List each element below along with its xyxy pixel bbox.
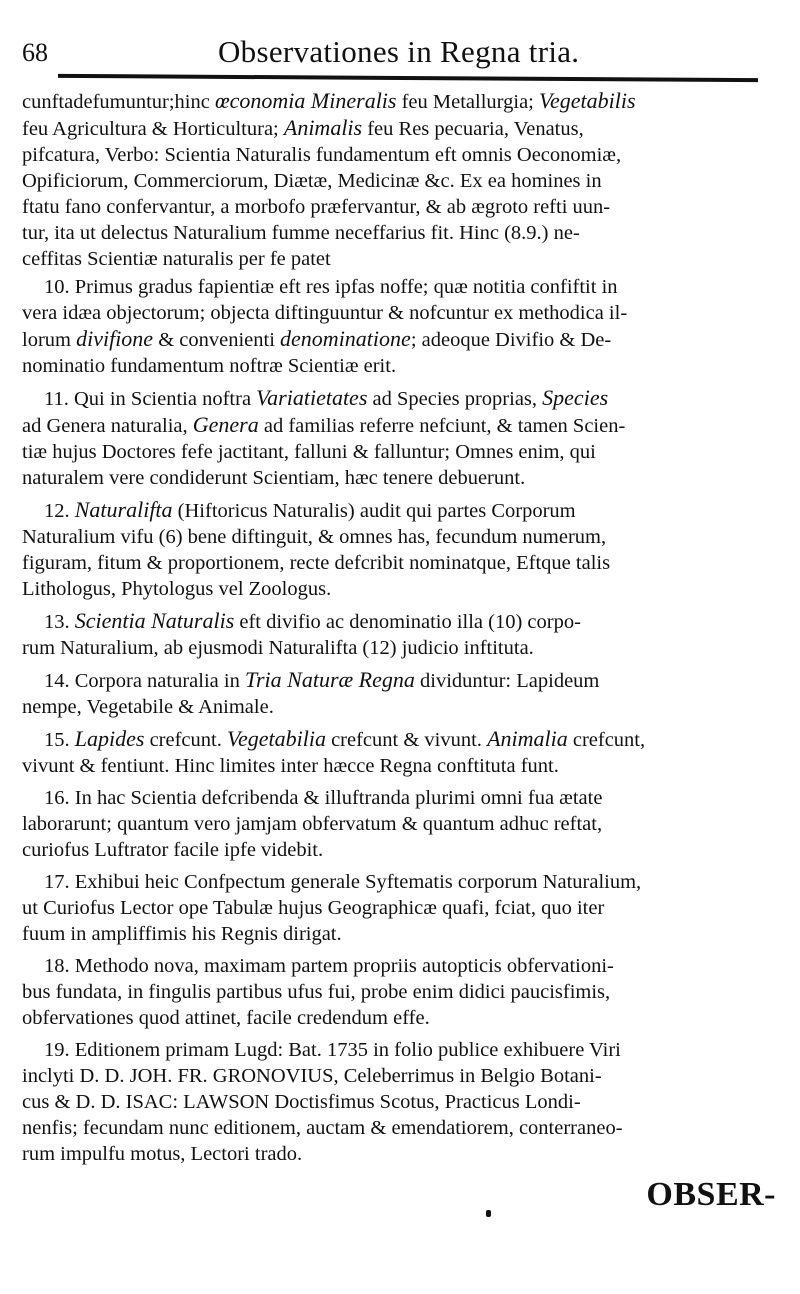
text-segment: rum impulfu motus, Lectori trado. [22,1143,303,1165]
text-line [22,1005,774,1031]
text-line [22,1115,774,1141]
italic-term: denominatione [280,326,411,351]
text-segment: ut Curiofus Lector ope Tabulæ hujus Geographicæ quafi, fciat, quo iter [22,897,605,919]
text-segment: Opificiorum, Commerciorum, Diætæ, Medicinæ &c. Ex ea homines in [22,170,602,192]
text-segment: (Hiftoricus Naturalis) audit qui partes Corporum [172,500,576,522]
text-line [22,115,774,142]
text-line [44,869,774,895]
text-line [44,1037,774,1063]
text-line [22,88,774,115]
text-segment: naturalem vere condiderunt Scientiam, hæc tenere debuerunt. [22,467,526,489]
text-segment: 11. Qui in Scientia noftra [44,388,257,410]
text-segment: tur, ita ut delectus Naturalium fumme neceffarius fit. Hinc (8.9.) ne- [22,222,580,244]
text-segment: feu Agricultura & Horticultura; [22,118,284,140]
italic-term: Species [542,385,609,410]
text-segment: 12. [44,500,75,522]
text-segment: ceffitas Scientiæ naturalis per fe patet [22,248,331,270]
text-segment: crefcunt, [567,729,646,751]
text-segment: Naturalium vifu (6) bene diftinguit, & omnes has, fecundum numerum, [22,526,607,548]
text-line [44,785,774,811]
text-segment: eft divifio ac denominatio illa (10) corpo- [234,611,581,633]
text-line [44,953,774,979]
text-line [44,385,774,412]
text-segment: 18. Methodo nova, maximam partem propriis autopticis obfervationi- [44,955,614,977]
text-body [22,88,774,1173]
text-segment: pifcatura, Verbo: Scientia Naturalis fundamentum eft omnis Oeconomiæ, [22,144,622,166]
italic-term: Variatietates [256,385,368,410]
text-segment: feu Metallurgia; [396,91,539,113]
text-segment: vivunt & fentiunt. Hinc limites inter hæcce Regna conftituta funt. [22,755,559,777]
page-header [22,34,778,78]
text-segment: fuum in ampliffimis his Regnis dirigat. [22,923,342,945]
paragraph [22,667,774,720]
italic-term: Animalis [283,115,363,140]
text-line [44,274,774,300]
text-line [22,300,774,326]
text-line [22,550,774,576]
text-segment: inclyti D. D. JOH. FR. GRONOVIUS, Celeberrimus in Belgio Botani- [22,1065,602,1087]
text-line [22,921,774,947]
text-segment: rum Naturalium, ab ejusmodi Naturalifta (12) judicio inftituta. [22,637,534,659]
italic-term: Animalia [487,726,568,751]
text-segment: bus fundata, in fingulis partibus ufus fui, probe enim didici paucisfimis, [22,981,611,1003]
text-line [44,608,774,635]
text-segment: 13. [44,611,75,633]
text-segment: & convenienti [153,329,281,351]
text-segment: nominatio fundamentum noftræ Scientiæ erit. [22,355,397,377]
text-line [22,412,774,439]
text-line [22,811,774,837]
italic-term: Scientia Naturalis [74,608,235,633]
text-line [22,635,774,661]
text-segment: 15. [44,729,75,751]
page-number: 68 [22,38,48,67]
text-segment: cunftadefumuntur;hinc [22,91,215,113]
text-line [22,1089,774,1115]
text-line [22,753,774,779]
text-segment: 16. In hac Scientia defcribenda & illuftranda plurimi omni fua ætate [44,787,603,809]
italic-term: divifione [76,326,154,351]
text-line [44,497,774,524]
text-segment: figuram, fitum & proportionem, recte defcribit nominatque, Eftque talis [22,552,611,574]
running-head: Observationes in Regna tria. [218,34,580,69]
text-segment: Lithologus, Phytologus vel Zoologus. [22,578,332,600]
paragraph [22,869,774,947]
text-line [22,1063,774,1089]
text-segment: ad Genera naturalia, [22,415,193,437]
paragraph [22,785,774,863]
text-segment: 14. Corpora naturalia in [44,670,245,692]
text-line [22,694,774,720]
text-segment: ftatu fano confervantur, a morbofo præfervantur, & ab ægroto refti uun- [22,196,611,218]
text-segment: cus & D. D. ISAC: LAWSON Doctisfimus Scotus, Practicus Londi- [22,1091,581,1113]
text-segment: nempe, Vegetabile & Animale. [22,696,274,718]
italic-term: œconomia Mineralis [214,88,397,113]
text-line [22,465,774,491]
italic-term: Lapides [74,726,145,751]
text-line [22,246,774,272]
text-line [44,726,774,753]
text-line [22,1141,774,1167]
text-line [22,326,774,353]
paragraph [22,1037,774,1167]
text-segment: vera idæa objectorum; objecta diftinguuntur & nofcuntur ex methodica il- [22,302,628,324]
text-segment: ad Species proprias, [367,388,543,410]
text-line [22,168,774,194]
paragraph [22,953,774,1031]
text-segment: curiofus Luftrator facile ipfe videbit. [22,839,324,861]
italic-term: Tria Naturæ Regna [244,667,415,692]
text-segment: dividuntur: Lapideum [414,670,600,692]
catchword: OBSER- [646,1176,776,1213]
text-segment: nenfis; fecundam nunc editionem, auctam & emendatiorem, conterraneo- [22,1117,623,1139]
text-line [22,220,774,246]
text-segment: crefcunt & vivunt. [325,729,488,751]
paragraph [22,497,774,602]
paragraph [22,608,774,661]
paragraph [22,385,774,491]
text-segment: laborarunt; quantum vero jamjam obfervatum & quantum adhuc reftat, [22,813,603,835]
italic-term: Genera [192,412,259,437]
printer-mark [486,1210,491,1217]
text-line [22,895,774,921]
text-line [22,979,774,1005]
text-line [44,667,774,694]
text-segment: ; adeoque Divifio & De- [410,329,612,351]
paragraph [22,88,774,272]
text-line [22,524,774,550]
italic-term: Naturalifta [74,497,173,522]
text-segment: lorum [22,329,77,351]
text-segment: 19. Editionem primam Lugd: Bat. 1735 in folio publice exhibuere Viri [44,1039,621,1061]
text-segment: crefcunt. [144,729,227,751]
italic-term: Vegetabilis [539,88,636,113]
text-segment: feu Res pecuaria, Venatus, [362,118,584,140]
text-line [22,194,774,220]
text-line [22,353,774,379]
paragraph [22,726,774,779]
paragraph [22,274,774,379]
text-line [22,576,774,602]
text-segment: obfervationes quod attinet, facile credendum effe. [22,1007,430,1029]
text-segment: 17. Exhibui heic Confpectum generale Syftematis corporum Naturalium, [44,871,642,893]
italic-term: Vegetabilia [226,726,326,751]
text-segment: ad familias referre nefciunt, & tamen Scien- [258,415,626,437]
text-line [22,439,774,465]
text-line [22,837,774,863]
text-line [22,142,774,168]
text-segment: 10. Primus gradus fapientiæ eft res ipfas noffe; quæ notitia confiftit in [44,276,618,298]
text-segment: tiæ hujus Doctores fefe jactitant, falluni & falluntur; Omnes enim, qui [22,441,596,463]
